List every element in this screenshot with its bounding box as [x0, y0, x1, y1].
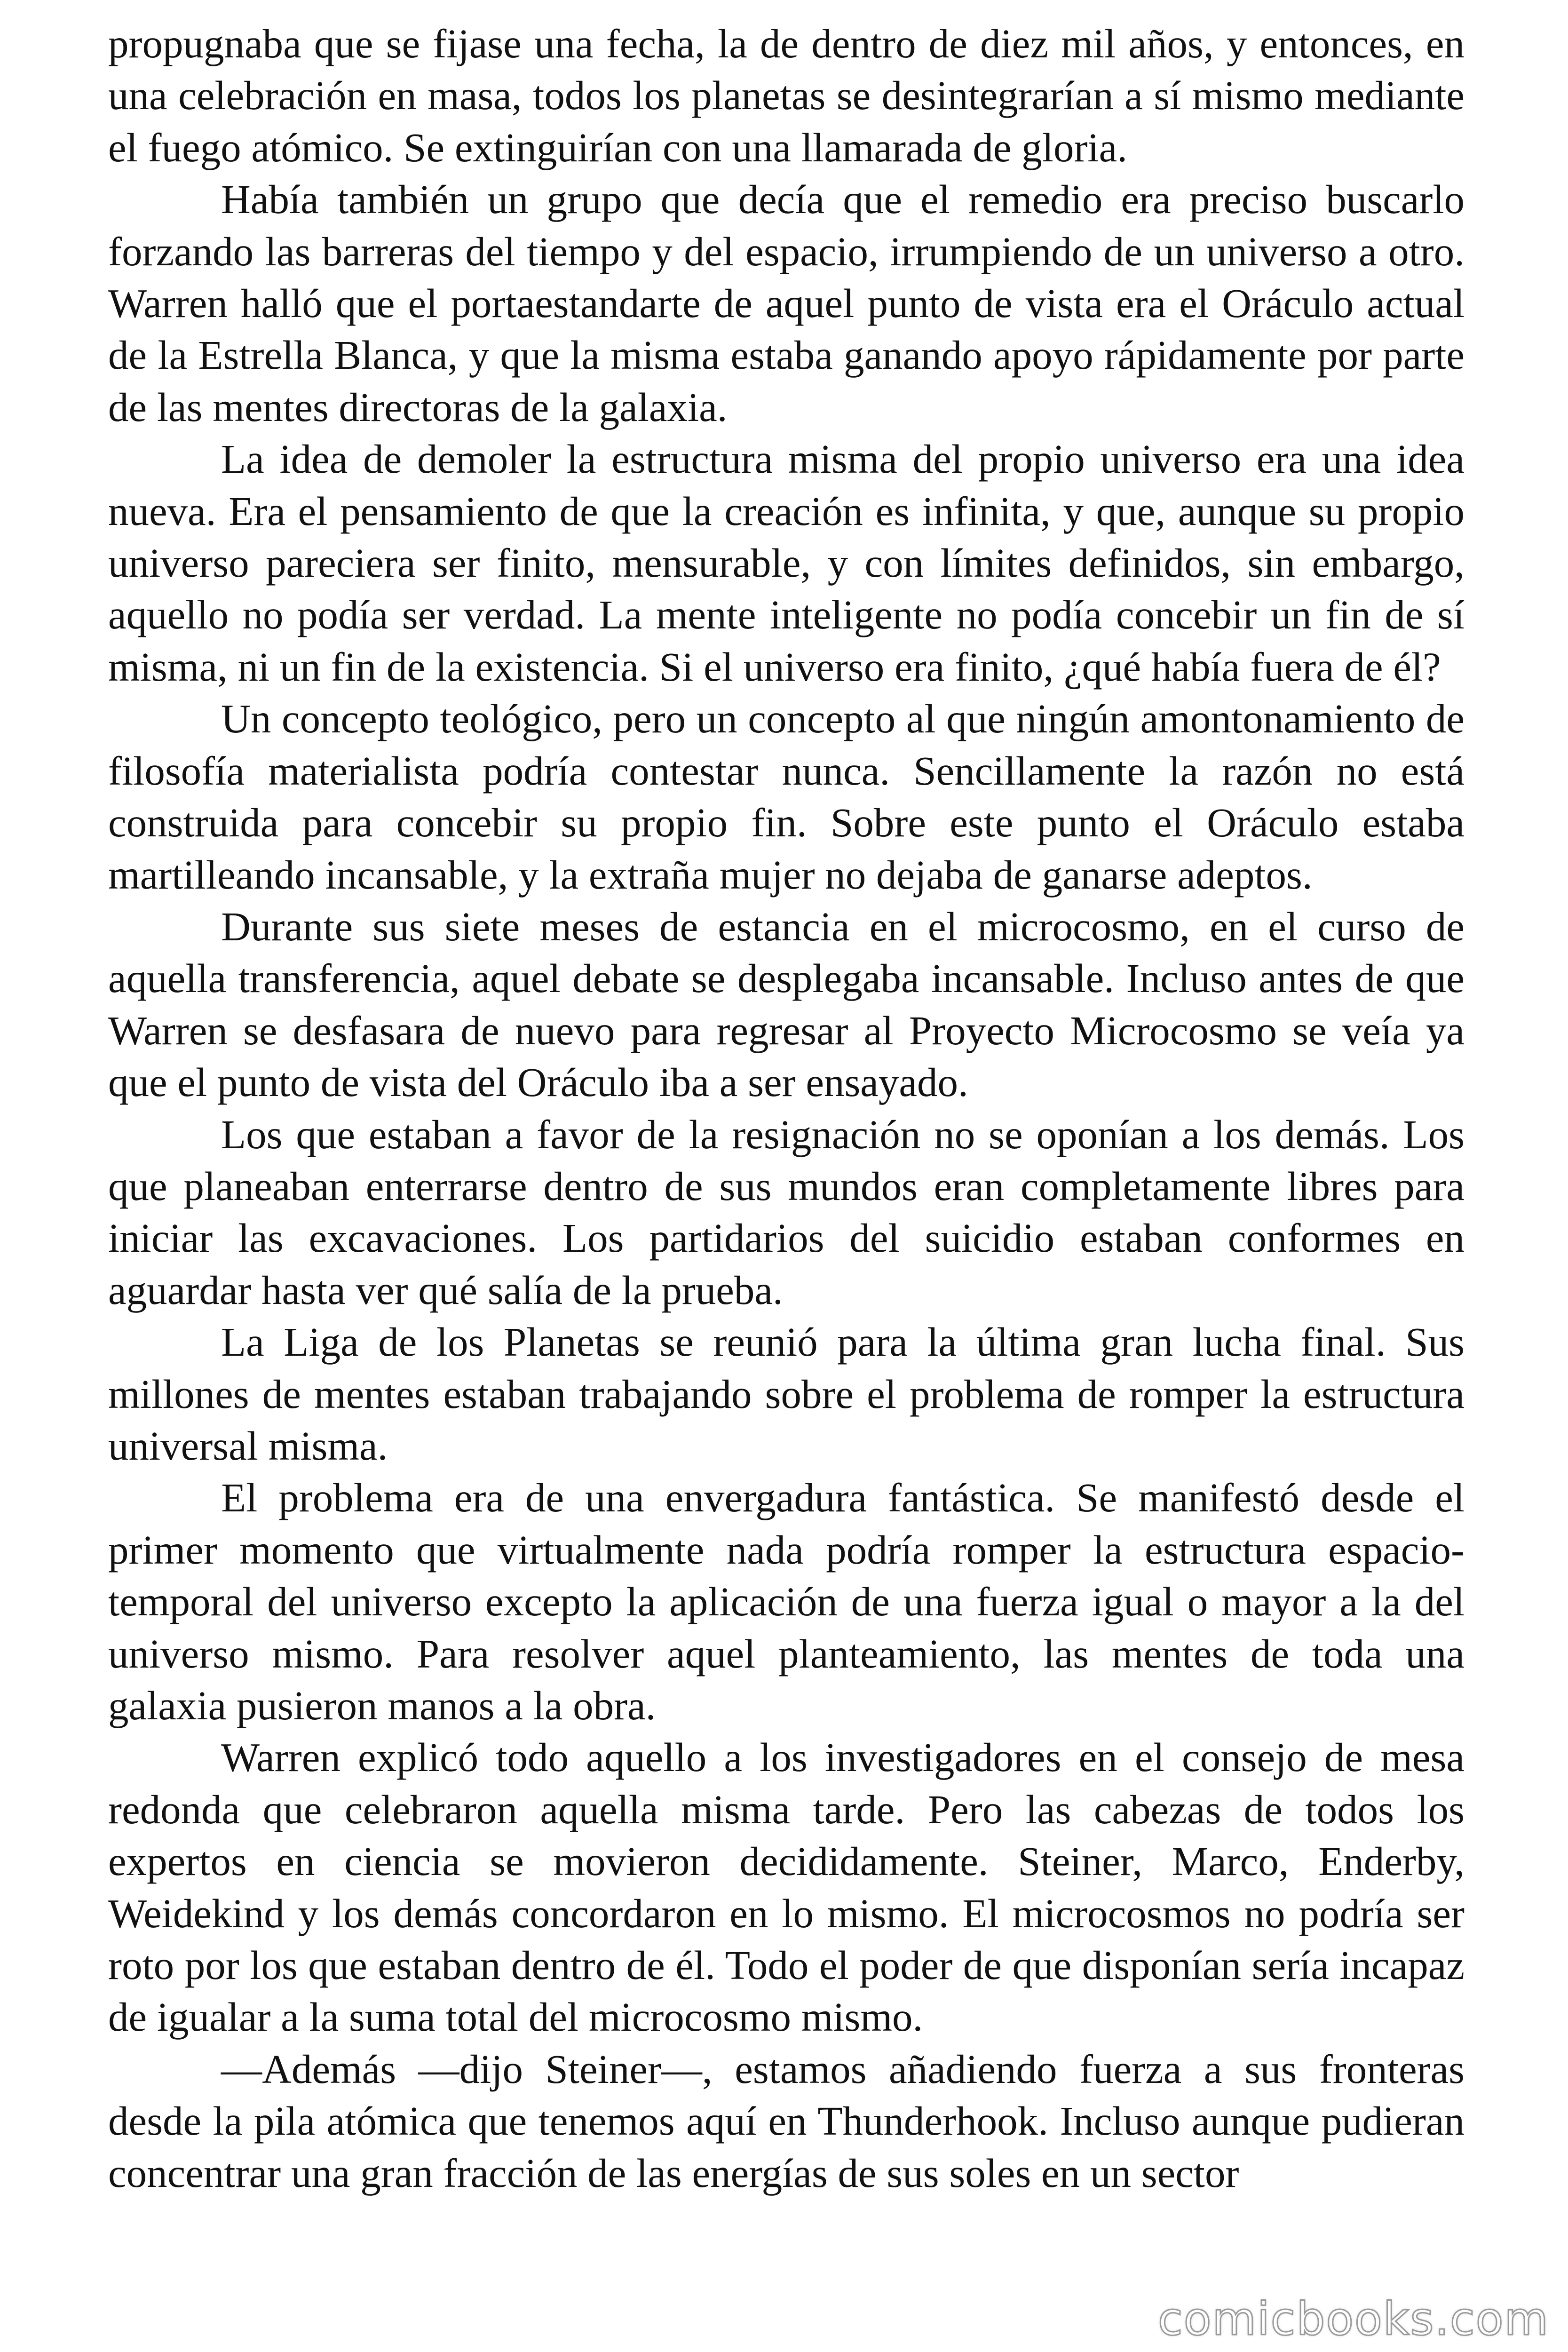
page-body	[108, 18, 1465, 2199]
paragraph-8: El problema era de una envergadura fantástica. Se manifestó desde el primer momento que virtualmente nada podría romper la estructura espacio-temporal del universo excepto la aplicación de una fuerza igual o mayor a la del universo mismo. Para resolver aquel planteamiento, las mentes de toda una galaxia pusieron manos a la obra.	[108, 1475, 1465, 1728]
paragraph-10: —Además —dijo Steiner—, estamos añadiendo fuerza a sus fronteras desde la pila atómica que tenemos aquí en Thunderhook. Incluso aunque pudieran concentrar una gran fracción de las energías de sus soles en un sector	[108, 2046, 1465, 2196]
paragraph-9: Warren explicó todo aquello a los investigadores en el consejo de mesa redonda que celebraron aquella misma tarde. Pero las cabezas de todos los expertos en ciencia se movieron decididamente. Steiner, Marco, Enderby, Weidekind y los demás concordaron en lo mismo. El microcosmos no podría ser roto por los que estaban dentro de él. Todo el poder de que disponían sería incapaz de igualar a la suma total del microcosmo mismo.	[108, 1734, 1465, 2040]
paragraph-4: Un concepto teológico, pero un concepto al que ningún amontonamiento de filosofía materialista podría contestar nunca. Sencillamente la razón no está construida para concebir su propio fin. Sobre este punto el Oráculo estaba martilleando incansable, y la extraña mujer no dejaba de ganarse adeptos.	[108, 696, 1465, 898]
paragraph-2: Había también un grupo que decía que el remedio era preciso buscarlo forzando las barreras del tiempo y del espacio, irrumpiendo de un universo a otro. Warren halló que el portaestandarte de aquel punto de vista era el Oráculo actual de la Estrella Blanca, y que la misma estaba ganando apoyo rápidamente por parte de las mentes directoras de la galaxia.	[108, 176, 1465, 430]
paragraph-3: La idea de demoler la estructura misma del propio universo era una idea nueva. Era el pensamiento de que la creación es infinita, y que, aunque su propio universo pareciera ser finito, mensurable, y con límites definidos, sin embargo, aquello no podía ser verdad. La mente inteligente no podía concebir un fin de sí misma, ni un fin de la existencia. Si el universo era finito, ¿qué había fuera de él?	[108, 436, 1465, 690]
watermark: comicbooks.com	[1157, 2293, 1549, 2345]
paragraph-7: La Liga de los Planetas se reunió para la última gran lucha final. Sus millones de mentes estaban trabajando sobre el problema de romper la estructura universal misma.	[108, 1319, 1465, 1469]
paragraph-1: propugnaba que se fijase una fecha, la de dentro de diez mil años, y entonces, en una celebración en masa, todos los planetas se desintegrarían a sí mismo mediante el fuego atómico. Se extinguirían con una llamarada de gloria.	[108, 21, 1465, 170]
paragraph-6: Los que estaban a favor de la resignación no se oponían a los demás. Los que planeaban enterrarse dentro de sus mundos eran completamente libres para iniciar las excavaciones. Los partidarios del suicidio estaban conformes en aguardar hasta ver qué salía de la prueba.	[108, 1111, 1465, 1313]
paragraph-5: Durante sus siete meses de estancia en el microcosmo, en el curso de aquella transferencia, aquel debate se desplegaba incansable. Incluso antes de que Warren se desfasara de nuevo para regresar al Proyecto Microcosmo se veía ya que el punto de vista del Oráculo iba a ser ensayado.	[108, 903, 1465, 1105]
